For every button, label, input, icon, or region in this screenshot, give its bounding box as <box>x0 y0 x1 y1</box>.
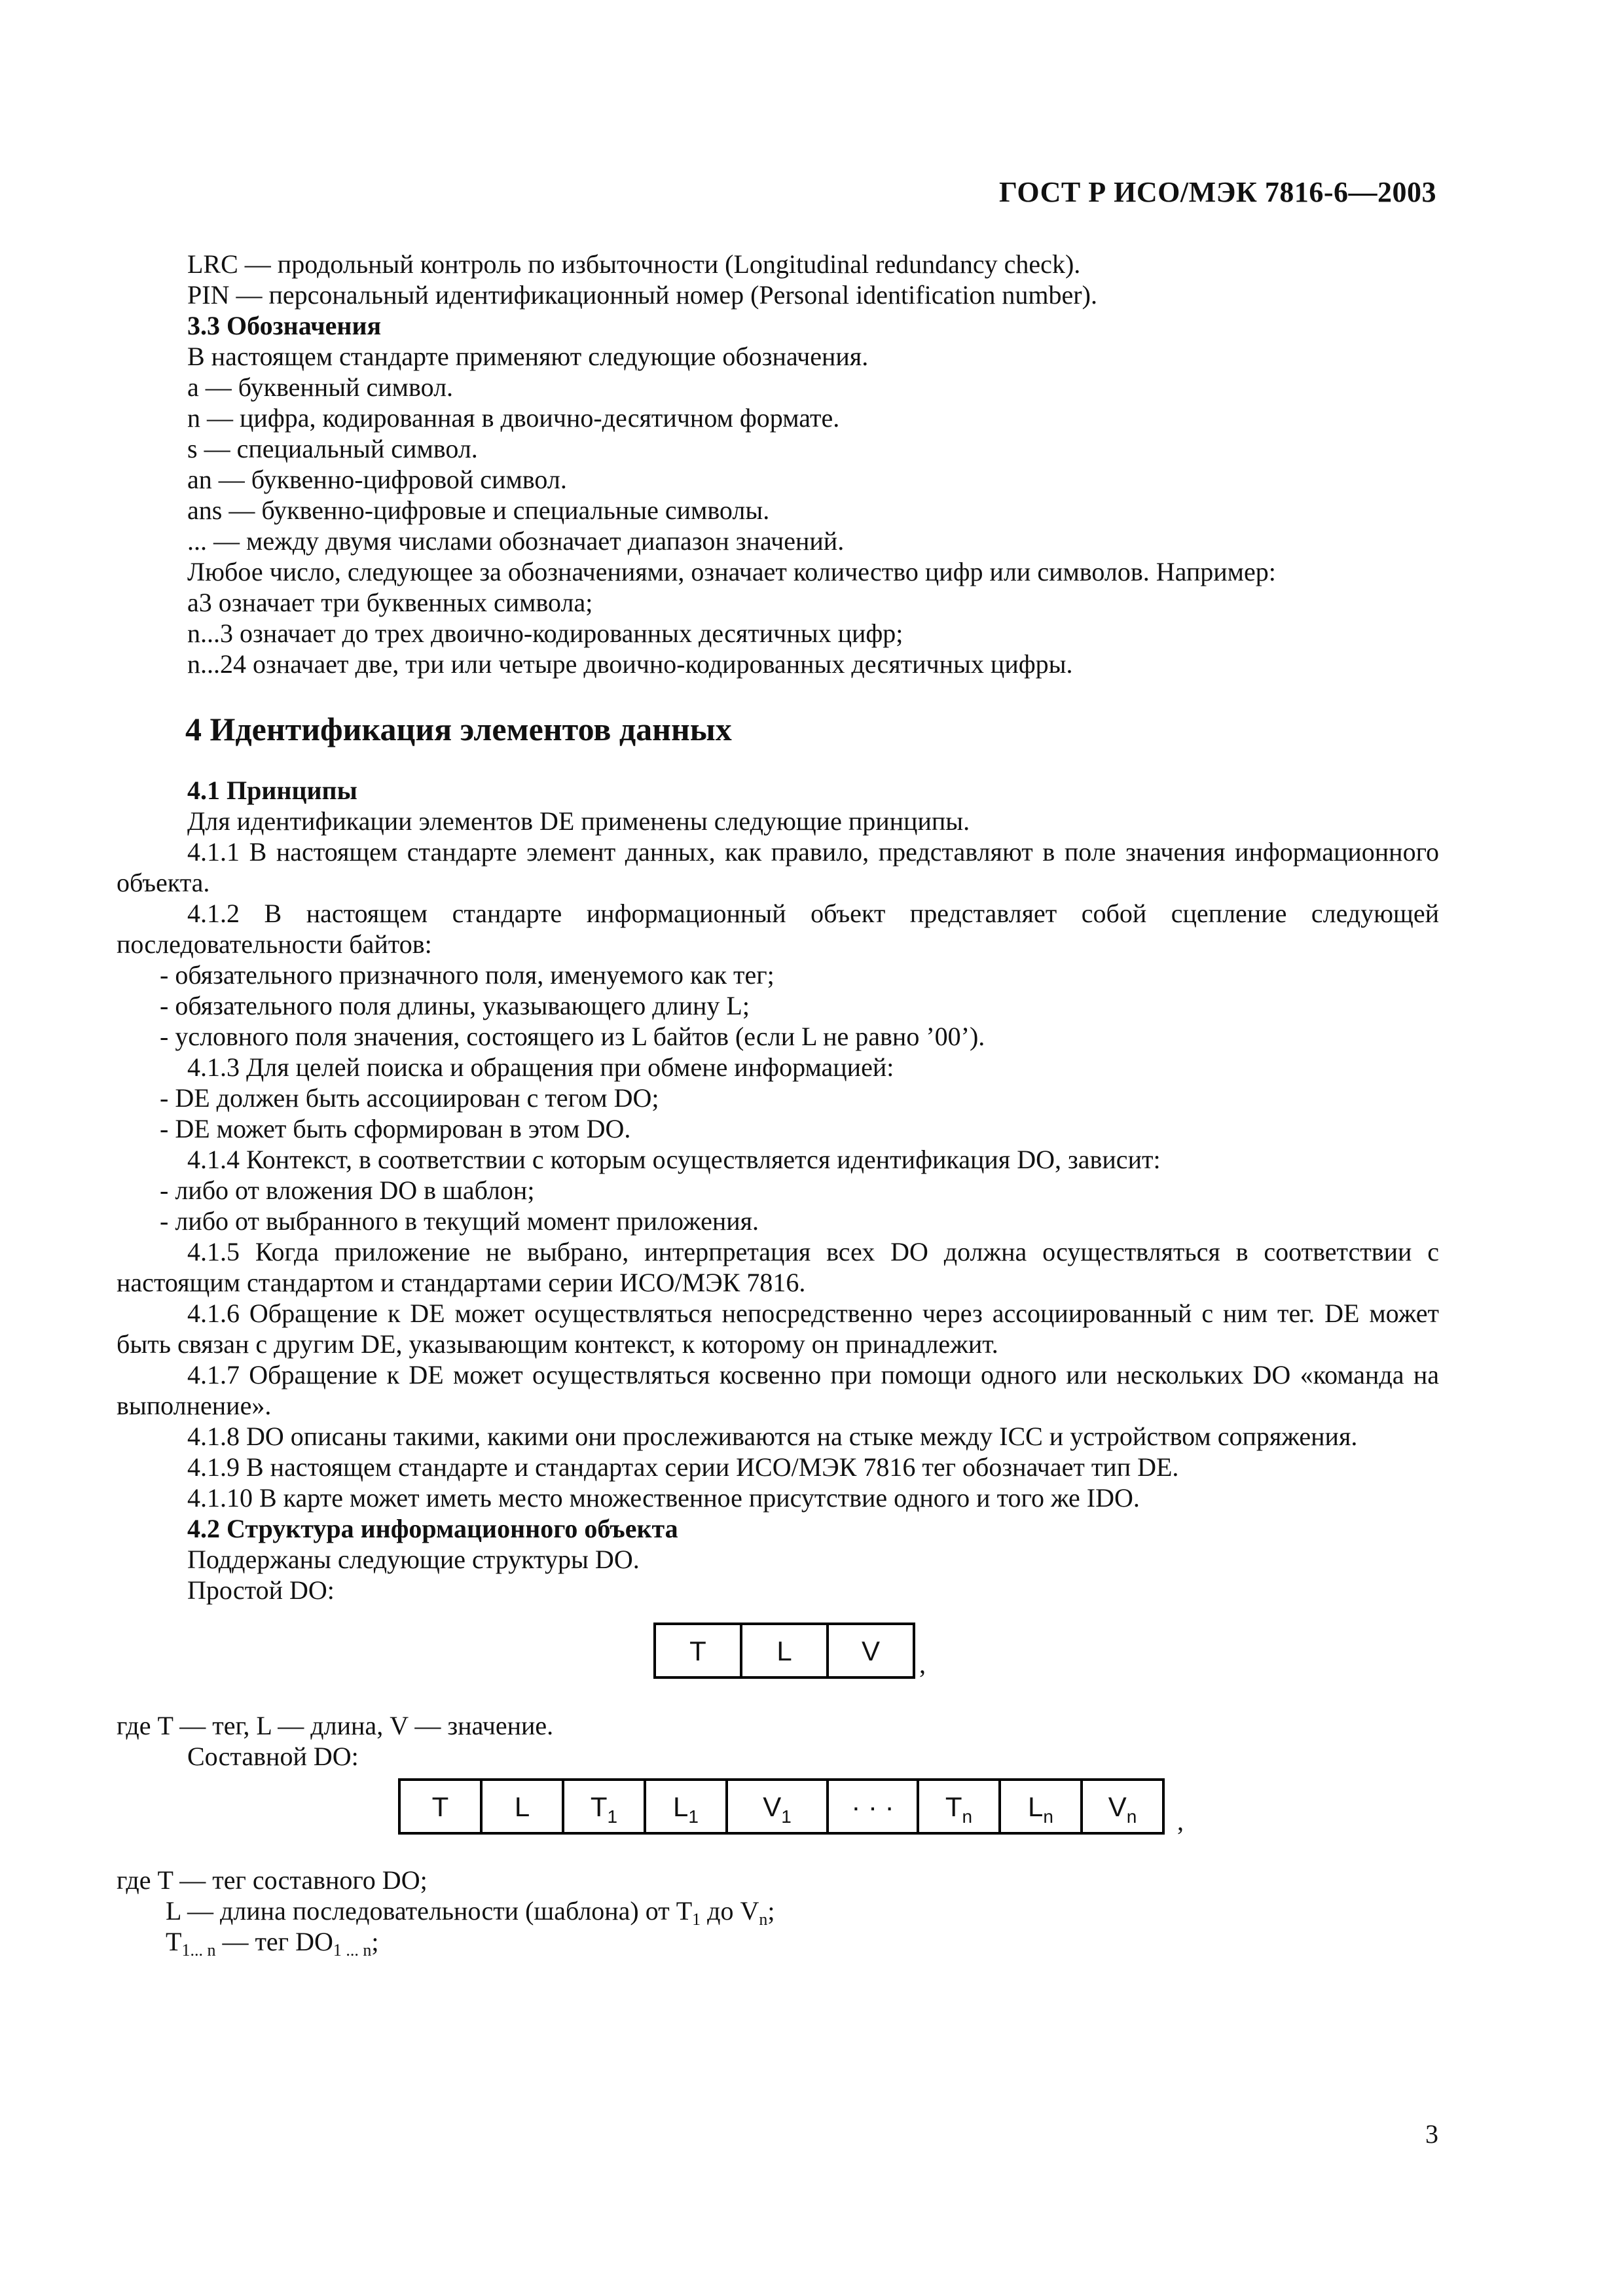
tlv-cell-value-n: $V_n$ <box>1082 1780 1163 1833</box>
simple-do-label: Простой DO: <box>187 1575 335 1605</box>
compound-do-legend: где T — тег составного DO; <box>117 1865 428 1895</box>
tlv-cell-length: L <box>481 1780 563 1833</box>
clause-4-1-8: 4.1.8 DO описаны такими, какими они прослеживаются на стыке между ICC и устройством сопряжения. <box>187 1422 1358 1451</box>
clause-4-1-7: 4.1.7 Обращение к DE может осуществляться косвенно при помощи одного или нескольких DO «команда на выполнение». <box>117 1360 1439 1420</box>
section-heading-4-1: 4.1 Принципы <box>187 776 357 805</box>
abbr-pin: PIN — персональный идентификационный номер (Personal identification number). <box>187 280 1097 310</box>
list-item: - обязательного поля длины, указывающего длину L; <box>160 991 750 1020</box>
example-item: a3 означает три буквенных символа; <box>187 588 593 617</box>
tlv-cell-value-1: $V_1$ <box>727 1780 828 1833</box>
page-content <box>117 249 1439 1960</box>
standard-header: ГОСТ Р ИСО/МЭК 7816-6—2003 <box>998 176 1436 208</box>
section-heading-4-2: 4.2 Структура информационного объекта <box>187 1514 678 1543</box>
compound-do-legend-length: L — длина последовательности (шаблона) от $T_1$ до $V_n$; <box>166 1896 775 1929</box>
clause-4-1-1: 4.1.1 В настоящем стандарте элемент данных, как правило, представляют в поле значения информационного объекта. <box>117 837 1439 897</box>
tlv-cell-tag: T <box>655 1624 741 1677</box>
compound-do-table <box>398 1778 1165 1835</box>
tlv-cell-tag-n: $T_n$ <box>918 1780 1000 1833</box>
section-heading-4: 4 Идентификация элементов данных <box>185 711 732 747</box>
paragraph: В настоящем стандарте применяют следующие обозначения. <box>187 342 869 371</box>
notation-item: a — буквенный символ. <box>187 372 454 402</box>
clause-4-1-5: 4.1.5 Когда приложение не выбрано, интерпретация всех DO должна осуществляться в соответствии с настоящим стандартом и стандартами серии ИСО/МЭК 7816. <box>117 1237 1439 1297</box>
tlv-cell-length: L <box>741 1624 828 1677</box>
clause-4-1-9: 4.1.9 В настоящем стандарте и стандартах серии ИСО/МЭК 7816 тег обозначает тип DE. <box>187 1452 1179 1482</box>
clause-4-1-3: 4.1.3 Для целей поиска и обращения при обмене информацией: <box>187 1052 894 1082</box>
tlv-cell-length-1: $L_1$ <box>645 1780 727 1833</box>
clause-4-1-2: 4.1.2 В настоящем стандарте информационный объект представляет собой сцепление следующей последовательности байтов: <box>117 899 1439 959</box>
list-item: - условного поля значения, состоящего из L байтов (если L не равно ’00’). <box>160 1022 985 1051</box>
simple-do-diagram <box>117 1623 1439 1696</box>
diagram-comma: , <box>919 1649 926 1679</box>
notation-item: ans — буквенно-цифровые и специальные символы. <box>187 495 770 525</box>
example-item: n...3 означает до трех двоично-кодированных десятичных цифр; <box>187 619 903 648</box>
list-item: - обязательного призначного поля, именуемого как тег; <box>160 960 775 990</box>
list-item: - DE может быть сформирован в этом DO. <box>160 1114 631 1143</box>
page-number: 3 <box>1425 2119 1438 2149</box>
list-item: - либо от выбранного в текущий момент приложения. <box>160 1206 759 1236</box>
simple-do-legend: где T — тег, L — длина, V — значение. <box>117 1711 554 1740</box>
paragraph: Для идентификации элементов DE применены следующие принципы. <box>187 806 970 836</box>
clause-4-1-10: 4.1.10 В карте может иметь место множественное присутствие одного и того же IDO. <box>187 1483 1140 1513</box>
simple-do-table <box>653 1623 915 1679</box>
notation-item: n — цифра, кодированная в двоично-десятичном формате. <box>187 403 840 433</box>
compound-do-label: Составной DO: <box>187 1742 359 1771</box>
notation-item: s — специальный символ. <box>187 434 478 463</box>
notation-item: ... — между двумя числами обозначает диапазон значений. <box>187 526 845 556</box>
tlv-cell-length-n: $L_n$ <box>1000 1780 1082 1833</box>
section-heading-3-3: 3.3 Обозначения <box>187 311 382 340</box>
notation-item: an — буквенно-цифровой символ. <box>187 465 567 494</box>
paragraph: Любое число, следующее за обозначениями, означает количество цифр или символов. Например: <box>187 557 1276 586</box>
abbr-lrc: LRC — продольный контроль по избыточности (Longitudinal redundancy check). <box>187 249 1081 279</box>
clause-4-1-4: 4.1.4 Контекст, в соответствии с которым осуществляется идентификация DO, зависит: <box>187 1145 1161 1174</box>
list-item: - DE должен быть ассоциирован с тегом DO; <box>160 1083 659 1113</box>
tlv-cell-tag-1: $T_1$ <box>563 1780 645 1833</box>
tlv-cell-value: V <box>828 1624 914 1677</box>
list-item: - либо от вложения DO в шаблон; <box>160 1175 535 1205</box>
example-item: n...24 означает две, три или четыре двоично-кодированных десятичных цифры. <box>187 649 1073 679</box>
tlv-cell-ellipsis: · · · <box>828 1780 918 1833</box>
tlv-cell-tag: T <box>399 1780 481 1833</box>
clause-4-1-6: 4.1.6 Обращение к DE может осуществляться непосредственно через ассоциированный с ним тег. DE может быть связан с другим DE, указывающим контекст, к которому он принадлежит. <box>117 1299 1439 1359</box>
compound-do-diagram <box>117 1778 1439 1852</box>
compound-do-legend-tags: $T_{1... n}$ — тег $DO_{1 ... n}$; <box>166 1927 379 1960</box>
diagram-comma: , <box>1177 1806 1184 1836</box>
paragraph: Поддержаны следующие структуры DO. <box>187 1545 640 1574</box>
